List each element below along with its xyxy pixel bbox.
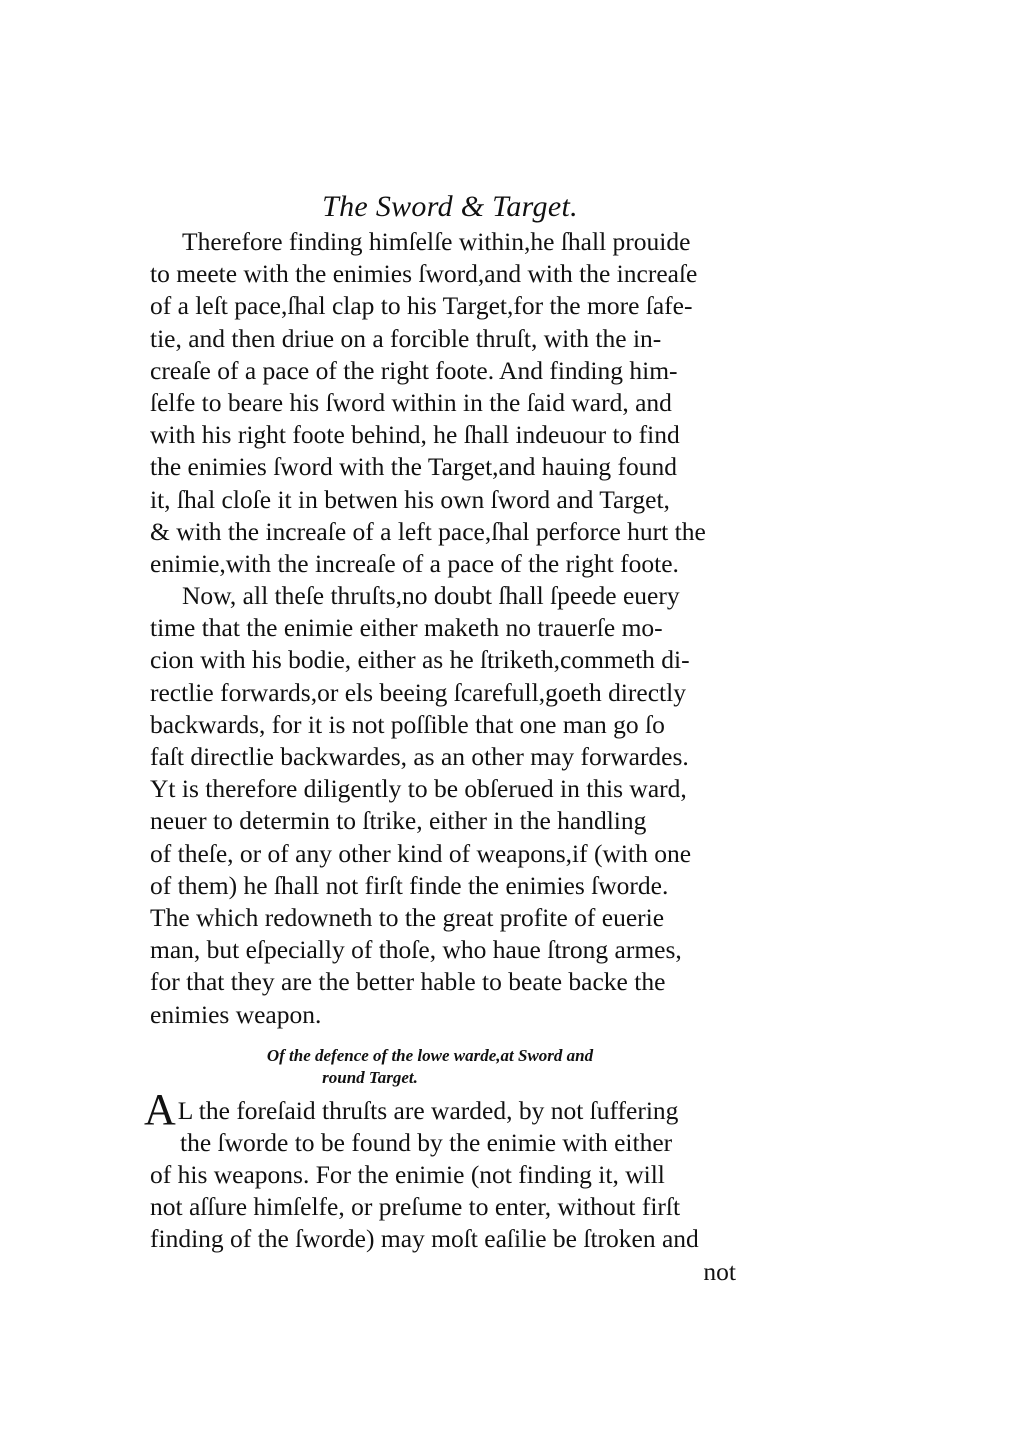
paragraph-1 (150, 226, 750, 580)
text-line: Yt is therefore diligently to be obſerued in this ward, (150, 774, 687, 804)
book-page (144, 190, 750, 1288)
drop-cap: A (144, 1084, 176, 1134)
text-line: Now, all theſe thruſts,no doubt ſhall ſpeede euery (182, 581, 680, 611)
text-line-rest: L the foreſaid thruſts are warded, by not ſuffering (177, 1095, 679, 1125)
text-line: enimie,with the increaſe of a pace of the right foote. (150, 548, 679, 578)
paragraph-2 (150, 580, 750, 1031)
text-line: man, but eſpecially of thoſe, who haue ſtrong armes, (150, 935, 682, 965)
text-line: the enimies ſword with the Target,and hauing found (150, 452, 677, 482)
text-line: to meete with the enimies ſword,and with the increaſe (150, 259, 698, 289)
section-heading: Of the defence of the lowe warde,at Sword and (266, 1045, 594, 1065)
catchword: not (703, 1256, 736, 1286)
text-line: tie, and then driue on a forcible thruſt, with the in- (150, 323, 662, 353)
text-line: Therefore finding himſelſe within,he ſhall prouide (182, 227, 691, 256)
text-line: with his right foote behind, he ſhall indeuour to find (150, 420, 680, 450)
text-line: of them) he ſhall not firſt finde the enimies ſworde. (150, 870, 669, 900)
text-line: time that the enimie either maketh no trauerſe mo- (150, 613, 663, 643)
text-line: of his weapons. For the enimie (not finding it, will (150, 1160, 665, 1190)
text-line: enimies weapon. (150, 999, 322, 1029)
text-line (144, 1084, 750, 1134)
text-line: for that they are the better hable to beate backe the (150, 967, 666, 997)
text-line: of theſe, or of any other kind of weapons,if (with one (150, 838, 692, 868)
text-line: neuer to determin to ſtrike, either in the handling (150, 806, 647, 836)
text-line: finding of the ſworde) may moſt eaſilie be ſtroken and (150, 1224, 699, 1254)
text-line: ſelfe to beare his ſword within in the ſaid ward, and (150, 387, 672, 417)
text-line: of a leſt pace,ſhal clap to his Target,for the more ſafe- (150, 291, 693, 321)
text-line: backwards, for it is not poſſible that one man go ſo (150, 709, 665, 739)
text-line: & with the increaſe of a left pace,ſhal perforce hurt the (150, 516, 706, 546)
paragraph-3 (144, 1084, 750, 1256)
text-line: not aſſure himſelfe, or preſume to enter, without firſt (150, 1192, 681, 1222)
text-line: the ſworde to be found by the enimie with either (180, 1127, 673, 1157)
text-line: cion with his bodie, either as he ſtriketh,commeth di- (150, 645, 690, 675)
running-header: The Sword & Target. (322, 190, 578, 223)
text-line: The which redowneth to the great profite of euerie (150, 902, 665, 932)
section-heading-continued: round Target. (322, 1067, 418, 1087)
text-line: it, ſhal cloſe it in betwen his own ſword and Target, (150, 484, 670, 514)
text-line: faſt directlie backwardes, as an other may forwardes. (150, 742, 689, 771)
text-line: creaſe of a pace of the right foote. And finding him- (150, 355, 678, 385)
text-line: rectlie forwards,or els beeing ſcarefull,goeth directly (150, 677, 686, 707)
